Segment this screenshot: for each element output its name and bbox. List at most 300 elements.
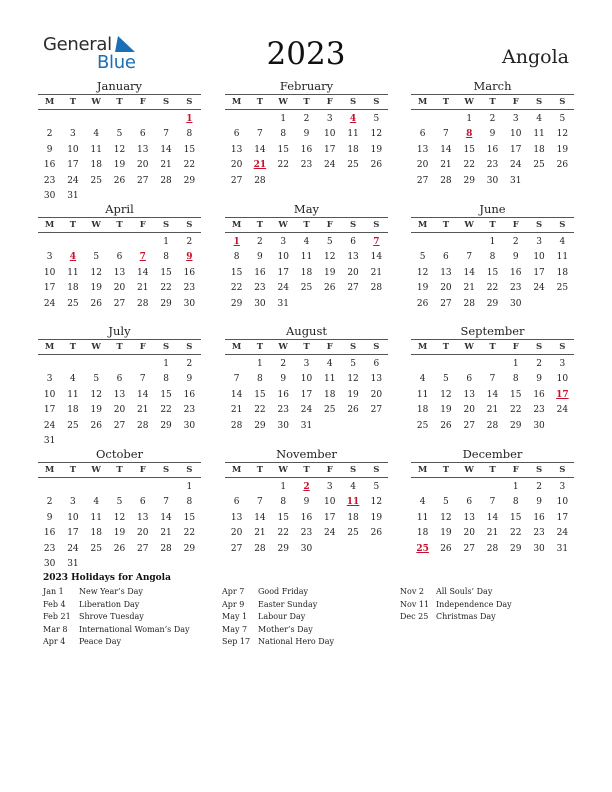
- holiday-list: [43, 573, 583, 666]
- holiday-name: Shrove Tuesday: [79, 612, 144, 622]
- day-cell: 17: [533, 267, 545, 278]
- day-grid: [225, 478, 388, 557]
- weekday-label: T: [69, 342, 77, 352]
- month-name: June: [411, 202, 574, 218]
- day-cell: 23: [254, 283, 266, 294]
- holiday-date: Apr 4: [43, 637, 66, 647]
- day-cell: 2: [536, 359, 542, 369]
- weekday-label: M: [44, 220, 55, 230]
- day-cell: 14: [486, 512, 499, 523]
- day-cell: 30: [183, 420, 196, 431]
- weekday-label: W: [464, 342, 474, 352]
- holiday-row: [43, 599, 190, 612]
- day-cell: 10: [556, 374, 569, 385]
- day-cell: 26: [370, 528, 383, 539]
- day-cell: 13: [440, 267, 452, 278]
- day-cell: 9: [280, 374, 287, 385]
- page-title: 2023: [266, 36, 346, 72]
- day-cell: 8: [186, 497, 193, 508]
- holiday-name: Independence Day: [436, 599, 512, 609]
- day-cell: 6: [116, 374, 123, 385]
- month-june: [411, 202, 574, 312]
- weekday-label: M: [231, 97, 242, 107]
- day-cell: 3: [303, 359, 310, 369]
- weekday-header: [411, 340, 574, 355]
- holiday-date: Apr 9: [222, 599, 245, 609]
- empty-cell: [434, 357, 457, 372]
- holiday-row: [222, 611, 334, 624]
- day-cell: 13: [230, 144, 243, 155]
- weekday-header: [38, 340, 201, 355]
- day-cell: 8: [512, 497, 519, 508]
- holiday-row: [222, 624, 334, 637]
- holiday-name: Easter Sunday: [258, 599, 318, 609]
- day-cell: 22: [277, 528, 289, 539]
- day-cell: 18: [533, 144, 545, 155]
- month-name: October: [38, 447, 201, 463]
- logo-word-general: General: [43, 34, 112, 55]
- day-cell: 7: [443, 129, 449, 140]
- empty-cell: [85, 112, 108, 127]
- day-cell: 22: [230, 283, 243, 294]
- day-cell: 3: [326, 482, 333, 492]
- weekday-label: F: [326, 342, 333, 352]
- weekday-header: [225, 463, 388, 478]
- day-cell: 9: [512, 252, 519, 263]
- day-cell: 7: [489, 374, 496, 385]
- holiday-day-cell: 11: [346, 497, 360, 508]
- day-cell: 12: [324, 252, 336, 263]
- day-cell: 6: [443, 252, 449, 263]
- weekday-label: F: [512, 465, 519, 475]
- day-cell: 14: [254, 144, 266, 155]
- day-cell: 11: [300, 252, 313, 263]
- day-cell: 9: [186, 374, 193, 385]
- holiday-day-cell: 1: [186, 114, 193, 124]
- weekday-header: [225, 218, 388, 233]
- day-cell: 2: [46, 129, 53, 140]
- day-cell: 15: [183, 144, 196, 155]
- day-cell: 2: [257, 237, 263, 247]
- day-cell: 12: [556, 129, 569, 140]
- empty-cell: [85, 235, 108, 250]
- empty-cell: [248, 480, 271, 495]
- day-cell: 3: [46, 252, 53, 263]
- weekday-label: M: [417, 220, 428, 230]
- empty-cell: [108, 235, 131, 250]
- holiday-column: [222, 586, 334, 649]
- weekday-label: S: [535, 465, 543, 475]
- weekday-label: M: [417, 465, 428, 475]
- holiday-day-cell: 17: [556, 389, 569, 400]
- holiday-column: [400, 586, 512, 624]
- day-cell: 11: [533, 129, 545, 140]
- month-may: [225, 202, 388, 312]
- holiday-name: New Year’s Day: [79, 587, 143, 596]
- day-cell: 12: [416, 267, 429, 278]
- weekday-label: F: [139, 220, 146, 230]
- day-cell: 20: [230, 528, 243, 539]
- month-april: [38, 202, 201, 312]
- day-cell: 1: [512, 482, 519, 492]
- day-cell: 28: [463, 298, 475, 309]
- day-cell: 31: [43, 435, 56, 446]
- weekday-label: F: [139, 97, 146, 107]
- day-cell: 29: [160, 420, 172, 431]
- day-cell: 14: [463, 267, 475, 278]
- day-cell: 13: [370, 374, 383, 385]
- day-cell: 29: [183, 543, 196, 554]
- day-cell: 6: [233, 497, 240, 508]
- day-cell: 15: [510, 389, 522, 400]
- weekday-label: W: [464, 220, 474, 230]
- empty-cell: [108, 480, 131, 495]
- day-cell: 7: [466, 252, 473, 263]
- weekday-label: S: [373, 97, 380, 107]
- weekday-label: T: [69, 220, 77, 230]
- day-cell: 18: [90, 528, 102, 539]
- day-cell: 8: [280, 129, 287, 140]
- weekday-header: [38, 218, 201, 233]
- day-cell: 4: [559, 237, 566, 247]
- weekday-label: T: [489, 220, 496, 230]
- day-cell: 18: [67, 283, 79, 294]
- holiday-row: [400, 611, 512, 624]
- weekday-label: F: [139, 342, 146, 352]
- day-cell: 21: [370, 267, 383, 278]
- holiday-day-cell: 8: [466, 129, 473, 140]
- day-cell: 28: [160, 175, 172, 186]
- holiday-day-cell: 7: [373, 237, 380, 247]
- day-cell: 16: [300, 512, 313, 523]
- day-cell: 17: [67, 160, 79, 171]
- day-cell: 24: [556, 528, 569, 539]
- day-cell: 28: [486, 543, 499, 554]
- month-december: [411, 447, 574, 557]
- day-cell: 13: [416, 144, 429, 155]
- day-cell: 16: [183, 389, 196, 400]
- weekday-label: T: [69, 465, 77, 475]
- day-cell: 19: [416, 283, 429, 294]
- day-cell: 22: [254, 405, 266, 416]
- day-cell: 28: [254, 175, 266, 186]
- day-cell: 5: [443, 497, 449, 508]
- day-cell: 21: [160, 160, 172, 171]
- empty-cell: [38, 112, 61, 127]
- holiday-row: [43, 611, 190, 624]
- day-cell: 26: [440, 543, 452, 554]
- day-cell: 15: [463, 144, 475, 155]
- day-cell: 24: [324, 528, 336, 539]
- day-cell: 23: [183, 283, 196, 294]
- day-cell: 22: [183, 160, 196, 171]
- weekday-label: S: [162, 220, 170, 230]
- day-cell: 30: [43, 190, 56, 201]
- day-cell: 15: [183, 512, 196, 523]
- day-cell: 29: [160, 298, 172, 309]
- day-cell: 21: [440, 160, 452, 171]
- day-cell: 28: [370, 283, 383, 294]
- day-cell: 27: [137, 543, 149, 554]
- day-cell: 25: [556, 283, 569, 294]
- holiday-name: Peace Day: [79, 637, 121, 647]
- day-cell: 16: [300, 144, 313, 155]
- weekday-label: T: [442, 220, 450, 230]
- empty-cell: [154, 480, 177, 495]
- holiday-date: Nov 2: [400, 587, 424, 596]
- weekday-label: S: [186, 220, 193, 230]
- day-cell: 3: [559, 359, 566, 369]
- month-january: [38, 79, 201, 204]
- day-cell: 22: [160, 283, 172, 294]
- day-cell: 1: [512, 359, 519, 369]
- day-cell: 30: [183, 298, 196, 309]
- day-grid: [38, 355, 201, 449]
- weekday-label: M: [44, 97, 55, 107]
- day-cell: 7: [257, 497, 263, 508]
- weekday-label: T: [256, 465, 264, 475]
- day-cell: 20: [230, 160, 243, 171]
- day-cell: 23: [486, 160, 499, 171]
- day-cell: 31: [277, 298, 289, 309]
- empty-cell: [38, 235, 61, 250]
- day-cell: 14: [440, 144, 452, 155]
- weekday-label: T: [489, 97, 496, 107]
- day-cell: 20: [463, 528, 475, 539]
- weekday-label: F: [512, 342, 519, 352]
- day-cell: 8: [186, 129, 193, 140]
- weekday-label: W: [91, 220, 101, 230]
- day-cell: 10: [300, 374, 313, 385]
- day-cell: 20: [416, 160, 429, 171]
- day-cell: 28: [160, 543, 172, 554]
- holiday-day-cell: 21: [253, 160, 267, 171]
- day-cell: 22: [183, 528, 196, 539]
- day-cell: 9: [536, 374, 542, 385]
- day-cell: 6: [350, 237, 356, 247]
- day-cell: 10: [67, 512, 79, 523]
- day-cell: 29: [183, 175, 196, 186]
- day-cell: 25: [67, 420, 79, 431]
- weekday-header: [411, 95, 574, 110]
- month-name: March: [411, 79, 574, 95]
- day-cell: 4: [350, 482, 356, 492]
- day-cell: 31: [67, 558, 79, 569]
- empty-cell: [458, 357, 481, 372]
- weekday-label: S: [535, 97, 543, 107]
- holiday-column: [43, 586, 190, 649]
- day-cell: 18: [416, 405, 429, 416]
- day-cell: 9: [536, 497, 542, 508]
- holiday-day-cell: 2: [303, 482, 310, 492]
- month-name: September: [411, 324, 574, 340]
- day-cell: 5: [116, 497, 123, 508]
- day-cell: 6: [139, 497, 146, 508]
- day-cell: 16: [183, 267, 196, 278]
- day-cell: 18: [67, 405, 79, 416]
- month-july: [38, 324, 201, 449]
- holiday-date: May 7: [222, 624, 248, 634]
- day-cell: 2: [186, 359, 193, 369]
- month-name: January: [38, 79, 201, 95]
- day-cell: 15: [254, 389, 266, 400]
- day-cell: 5: [326, 237, 333, 247]
- day-cell: 19: [90, 283, 102, 294]
- weekday-label: W: [464, 465, 474, 475]
- day-cell: 31: [510, 175, 522, 186]
- month-name: August: [225, 324, 388, 340]
- day-cell: 23: [43, 175, 56, 186]
- weekday-label: M: [231, 465, 242, 475]
- empty-cell: [61, 112, 84, 127]
- day-cell: 26: [324, 283, 336, 294]
- weekday-label: T: [303, 465, 310, 475]
- day-cell: 26: [90, 420, 102, 431]
- holiday-row: [400, 586, 512, 599]
- day-cell: 15: [160, 267, 172, 278]
- day-cell: 23: [43, 543, 56, 554]
- holiday-row: [43, 586, 190, 599]
- day-cell: 22: [486, 283, 499, 294]
- month-march: [411, 79, 574, 189]
- weekday-label: W: [278, 220, 288, 230]
- holiday-name: Mother’s Day: [258, 624, 313, 634]
- weekday-label: T: [69, 97, 77, 107]
- day-cell: 17: [556, 512, 569, 523]
- empty-cell: [61, 235, 84, 250]
- day-cell: 27: [463, 420, 475, 431]
- day-cell: 15: [510, 512, 522, 523]
- day-cell: 22: [463, 160, 475, 171]
- day-cell: 7: [163, 497, 169, 508]
- day-cell: 16: [486, 144, 499, 155]
- holiday-list-title: 2023 Holidays for Angola: [43, 573, 171, 583]
- holiday-name: All Souls’ Day: [436, 587, 493, 596]
- weekday-label: M: [417, 97, 428, 107]
- day-cell: 5: [93, 252, 100, 263]
- weekday-label: S: [535, 342, 543, 352]
- day-cell: 1: [280, 482, 287, 492]
- holiday-name: Labour Day: [258, 612, 306, 622]
- weekday-header: [38, 95, 201, 110]
- day-cell: 19: [113, 160, 126, 171]
- day-cell: 26: [90, 298, 102, 309]
- day-cell: 6: [139, 129, 146, 140]
- weekday-label: T: [116, 342, 123, 352]
- day-cell: 10: [277, 252, 289, 263]
- day-cell: 27: [416, 175, 429, 186]
- day-cell: 8: [233, 252, 240, 263]
- day-cell: 31: [67, 190, 79, 201]
- day-cell: 9: [303, 129, 310, 140]
- weekday-label: T: [256, 342, 264, 352]
- day-cell: 27: [463, 543, 475, 554]
- weekday-label: T: [116, 97, 123, 107]
- day-cell: 7: [257, 129, 263, 140]
- day-cell: 12: [440, 389, 452, 400]
- day-cell: 4: [93, 129, 100, 140]
- day-cell: 29: [463, 175, 475, 186]
- empty-cell: [481, 357, 504, 372]
- logo-word-blue: Blue: [97, 52, 136, 73]
- day-cell: 3: [512, 114, 519, 124]
- day-cell: 8: [489, 252, 496, 263]
- day-cell: 30: [486, 175, 499, 186]
- weekday-label: T: [303, 97, 310, 107]
- day-cell: 21: [254, 528, 266, 539]
- weekday-label: S: [559, 342, 566, 352]
- day-cell: 12: [113, 512, 126, 523]
- day-cell: 17: [43, 405, 56, 416]
- day-cell: 11: [67, 389, 79, 400]
- month-february: [225, 79, 388, 189]
- day-cell: 27: [230, 543, 243, 554]
- day-cell: 17: [324, 144, 336, 155]
- day-cell: 17: [277, 267, 289, 278]
- day-cell: 14: [486, 389, 499, 400]
- holiday-name: Good Friday: [258, 587, 309, 596]
- day-cell: 1: [257, 359, 263, 369]
- empty-cell: [131, 112, 154, 127]
- day-cell: 16: [43, 160, 56, 171]
- day-cell: 5: [350, 359, 356, 369]
- day-cell: 24: [300, 405, 313, 416]
- holiday-day-cell: 4: [69, 252, 77, 263]
- weekday-label: T: [116, 465, 123, 475]
- day-grid: [225, 233, 388, 312]
- empty-cell: [434, 235, 457, 250]
- day-cell: 3: [536, 237, 542, 247]
- day-cell: 25: [533, 160, 545, 171]
- day-grid: [225, 110, 388, 189]
- day-cell: 24: [43, 298, 56, 309]
- day-cell: 27: [347, 283, 359, 294]
- day-cell: 2: [186, 237, 193, 247]
- empty-cell: [481, 480, 504, 495]
- day-cell: 14: [370, 252, 383, 263]
- day-cell: 19: [370, 512, 383, 523]
- day-cell: 30: [533, 543, 545, 554]
- weekday-label: S: [162, 97, 170, 107]
- weekday-label: F: [512, 220, 519, 230]
- day-cell: 8: [163, 252, 169, 263]
- day-cell: 3: [559, 482, 566, 492]
- holiday-date: Feb 4: [43, 599, 66, 609]
- day-cell: 30: [254, 298, 266, 309]
- day-cell: 10: [510, 129, 522, 140]
- day-cell: 5: [419, 252, 426, 263]
- weekday-label: M: [417, 342, 428, 352]
- weekday-label: S: [349, 465, 357, 475]
- day-grid: [411, 233, 574, 312]
- day-cell: 8: [257, 374, 263, 385]
- day-cell: 7: [139, 374, 146, 385]
- day-cell: 25: [347, 528, 359, 539]
- day-cell: 5: [373, 114, 380, 124]
- day-cell: 4: [419, 374, 426, 385]
- day-cell: 16: [277, 389, 289, 400]
- day-cell: 7: [489, 497, 496, 508]
- day-cell: 9: [46, 144, 53, 155]
- day-cell: 1: [466, 114, 473, 124]
- day-cell: 4: [536, 114, 542, 124]
- day-cell: 27: [370, 405, 383, 416]
- day-cell: 19: [556, 144, 569, 155]
- day-cell: 29: [277, 543, 289, 554]
- day-cell: 1: [280, 114, 287, 124]
- day-cell: 21: [230, 405, 243, 416]
- weekday-label: M: [231, 342, 242, 352]
